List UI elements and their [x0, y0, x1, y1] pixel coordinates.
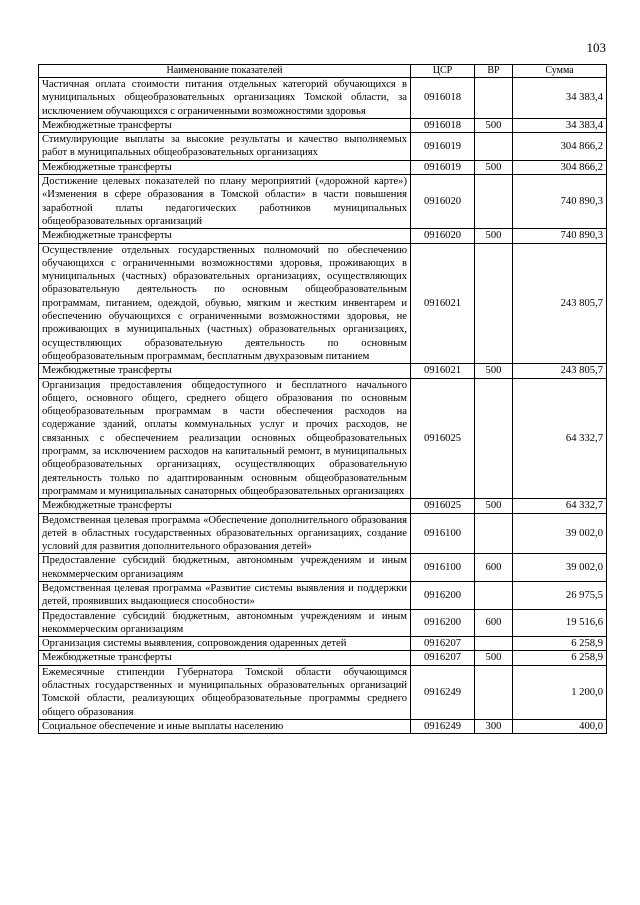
row-sum: 64 332,7: [513, 499, 607, 513]
row-name: Межбюджетные трансферты: [39, 651, 411, 665]
row-name: Осуществление отдельных государственных полномочий по обеспечению обучающихся с ограниченными возможностями здоровья, проживающих в муниципальных (частных) образовательных организациях, осуществляющих образовательную деятельность по основным общеобразовательным программам, питанием, одеждой, обувью, мягким и жестким инвентарем и обеспечению обучающихся с ограниченными возможностями здоровья, не проживающих в муниципальных (частных) образовательных организациях, осуществляющих образовательную деятельность по основным общеобразовательным программам, бесплатным двухразовым питанием: [39, 243, 411, 364]
row-vr: [475, 581, 513, 609]
row-vr: 500: [475, 651, 513, 665]
table-row: [39, 665, 607, 719]
row-name: Ежемесячные стипендии Губернатора Томской области обучающимся областных государственных и муниципальных образовательных организаций Томской области, реализующих общеобразовательные программы среднего общего образования: [39, 665, 411, 719]
table-row: [39, 118, 607, 132]
table-row: [39, 581, 607, 609]
row-csr: 0916018: [411, 118, 475, 132]
row-sum: 304 866,2: [513, 160, 607, 174]
table-row: [39, 719, 607, 733]
row-vr: [475, 513, 513, 554]
row-sum: 39 002,0: [513, 554, 607, 582]
table-row: [39, 133, 607, 161]
row-csr: 0916025: [411, 499, 475, 513]
row-vr: 300: [475, 719, 513, 733]
row-name: Ведомственная целевая программа «Развитие системы выявления и поддержки детей, проявивших выдающиеся способности»: [39, 581, 411, 609]
table-row: [39, 554, 607, 582]
row-csr: 0916200: [411, 581, 475, 609]
row-csr: 0916019: [411, 160, 475, 174]
row-csr: 0916020: [411, 229, 475, 243]
table-row: [39, 78, 607, 119]
row-name: Межбюджетные трансферты: [39, 160, 411, 174]
row-name: Предоставление субсидий бюджетным, автономным учреждениям и иным некоммерческим организациям: [39, 609, 411, 637]
row-csr: 0916100: [411, 554, 475, 582]
row-name: Предоставление субсидий бюджетным, автономным учреждениям и иным некоммерческим организациям: [39, 554, 411, 582]
table-row: [39, 160, 607, 174]
row-csr: 0916020: [411, 175, 475, 229]
row-name: Организация системы выявления, сопровождения одаренных детей: [39, 637, 411, 651]
budget-table: [38, 64, 607, 734]
row-name: Организация предоставления общедоступного и бесплатного начального общего, основного общего, среднего общего образования по основным общеобразовательным программам в части обеспечения расходов на содержание зданий, оплаты коммунальных услуг и прочих расходов, не связанных с обеспечением реализации основных общеобразовательных программ, за исключением расходов на капитальный ремонт, в муниципальных общеобразовательных организациях, осуществляющих образовательную деятельность только по адаптированным основным общеобразовательным программам и муниципальных санаторных общеобразовательных организациях: [39, 378, 411, 499]
table-row: [39, 229, 607, 243]
row-name: Межбюджетные трансферты: [39, 499, 411, 513]
row-vr: [475, 133, 513, 161]
row-sum: 64 332,7: [513, 378, 607, 499]
table-row: [39, 364, 607, 378]
row-sum: 34 383,4: [513, 118, 607, 132]
row-name: Социальное обеспечение и иные выплаты населению: [39, 719, 411, 733]
row-sum: 1 200,0: [513, 665, 607, 719]
row-sum: 243 805,7: [513, 243, 607, 364]
row-sum: 39 002,0: [513, 513, 607, 554]
row-vr: [475, 78, 513, 119]
row-sum: 6 258,9: [513, 651, 607, 665]
row-csr: 0916021: [411, 243, 475, 364]
table-row: [39, 651, 607, 665]
row-vr: [475, 175, 513, 229]
row-csr: 0916018: [411, 78, 475, 119]
row-sum: 19 516,6: [513, 609, 607, 637]
row-sum: 6 258,9: [513, 637, 607, 651]
row-csr: 0916025: [411, 378, 475, 499]
row-sum: 740 890,3: [513, 229, 607, 243]
row-name: Частичная оплата стоимости питания отдельных категорий обучающихся в муниципальных общеобразовательных организациях Томской области, за исключением обучающихся с ограниченными возможностями здоровья: [39, 78, 411, 119]
table-header-row: [39, 65, 607, 78]
row-csr: 0916249: [411, 665, 475, 719]
row-csr: 0916207: [411, 651, 475, 665]
row-csr: 0916207: [411, 637, 475, 651]
header-name: Наименование показателей: [39, 65, 411, 78]
row-sum: 740 890,3: [513, 175, 607, 229]
table-row: [39, 243, 607, 364]
row-name: Ведомственная целевая программа «Обеспечение дополнительного образования детей в областных государственных образовательных организациях, создание условий для развития дополнительного образования детей»: [39, 513, 411, 554]
header-csr: ЦСР: [411, 65, 475, 78]
row-vr: 500: [475, 118, 513, 132]
row-name: Межбюджетные трансферты: [39, 118, 411, 132]
row-csr: 0916249: [411, 719, 475, 733]
table-row: [39, 499, 607, 513]
row-sum: 304 866,2: [513, 133, 607, 161]
row-csr: 0916100: [411, 513, 475, 554]
row-vr: [475, 378, 513, 499]
header-sum: Сумма: [513, 65, 607, 78]
row-vr: 600: [475, 609, 513, 637]
table-row: [39, 609, 607, 637]
row-vr: 500: [475, 364, 513, 378]
page-number: 103: [586, 40, 606, 55]
row-vr: [475, 665, 513, 719]
row-vr: [475, 637, 513, 651]
row-name: Межбюджетные трансферты: [39, 229, 411, 243]
row-vr: 500: [475, 229, 513, 243]
row-sum: 34 383,4: [513, 78, 607, 119]
row-csr: 0916021: [411, 364, 475, 378]
row-vr: 600: [475, 554, 513, 582]
row-sum: 400,0: [513, 719, 607, 733]
row-vr: 500: [475, 160, 513, 174]
row-sum: 243 805,7: [513, 364, 607, 378]
table-row: [39, 175, 607, 229]
table-body: [39, 78, 607, 734]
row-name: Межбюджетные трансферты: [39, 364, 411, 378]
row-name: Стимулирующие выплаты за высокие результаты и качество выполняемых работ в муниципальных общеобразовательных организациях: [39, 133, 411, 161]
row-vr: [475, 243, 513, 364]
header-vr: ВР: [475, 65, 513, 78]
row-csr: 0916200: [411, 609, 475, 637]
row-sum: 26 975,5: [513, 581, 607, 609]
table-row: [39, 637, 607, 651]
row-csr: 0916019: [411, 133, 475, 161]
table-row: [39, 378, 607, 499]
row-vr: 500: [475, 499, 513, 513]
table-row: [39, 513, 607, 554]
row-name: Достижение целевых показателей по плану мероприятий («дорожной карте») «Изменения в сфере образования в Томской области» в части повышения заработной платы педагогических работников муниципальных общеобразовательных организаций: [39, 175, 411, 229]
